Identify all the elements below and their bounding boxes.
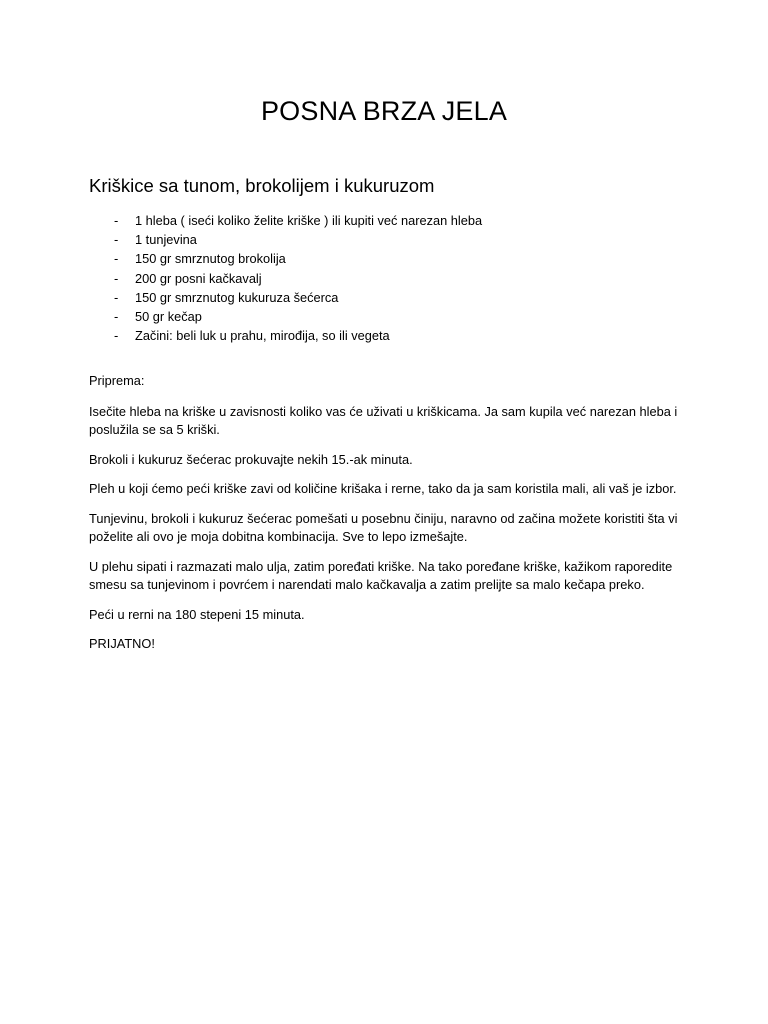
preparation-label: Priprema: [89,373,145,388]
preparation-step: Isečite hleba na kriške u zavisnosti koliko vas će uživati u kriškicama. Ja sam kupila već narezan hleba i poslužila se sa 5 kriški. [89,403,678,437]
closing-note: PRIJATNO! [89,636,155,651]
preparation-step: Tunjevinu, brokoli i kukuruz šećerac pomešati u posebnu činiju, naravno od začina možete koristiti šta vi poželite ali ovo je moja dobitna kombinacija. Sve to lepo izmešajte. [89,510,678,544]
ingredient-text: 200 gr posni kačkavalj [135,270,262,286]
preparation-step: Brokoli i kukuruz šećerac prokuvajte nekih 15.-ak minuta. [89,451,413,467]
ingredient-text: 150 gr smrznutog kukuruza šećerca [135,289,339,305]
preparation-section [89,372,689,665]
list-bullet: - [114,289,119,305]
recipe-heading: Kriškice sa tunom, brokolijem i kukuruzom [89,175,435,196]
list-bullet: - [114,328,119,344]
list-bullet: - [114,270,119,286]
ingredient-text: 1 hleba ( iseći koliko želite kriške ) ili kupiti već narezan hleba [135,213,483,228]
preparation-step: Peći u rerni na 180 stepeni 15 minuta. [89,606,305,622]
document-title: POSNA BRZA JELA [260,96,508,126]
list-bullet: - [114,213,119,228]
ingredient-text: Začini: beli luk u prahu, mirođija, so ili vegeta [135,328,390,344]
preparation-step: U plehu sipati i razmazati malo ulja, zatim poređati kriške. Na tako poređane kriške, kažikom raporedite smesu sa tunjevinom i povrćem i narendati malo kačkavalja a zatim prelijte sa malo kečapa preko. [89,558,673,592]
ingredient-text: 50 gr kečap [135,308,202,324]
list-bullet: - [114,251,119,267]
list-bullet: - [114,308,119,324]
ingredient-text: 150 gr smrznutog brokolija [135,251,286,267]
list-bullet: - [114,232,119,248]
preparation-step: Pleh u koji ćemo peći kriške zavi od količine krišaka i rerne, tako da ja sam koristila mali, ali vaš je izbor. [89,481,677,496]
ingredient-text: 1 tunjevina [135,232,197,248]
